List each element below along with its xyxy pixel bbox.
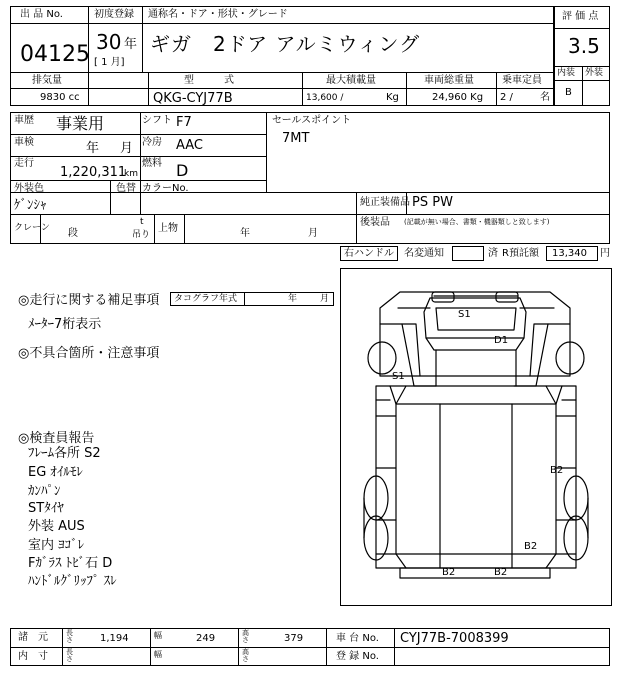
cab-outline (380, 292, 570, 376)
equipment-value: PS PW (412, 195, 453, 210)
first-reg-month: [ 1 月] (94, 57, 125, 68)
mark-b2-right-b: B2 (524, 541, 538, 552)
mileage-value: 1,220,311 (60, 165, 127, 180)
interior-dims-label: 内 寸 (18, 651, 48, 662)
aftermarket-note: (記載が無い場合、書類・機器類しと致します) (404, 218, 550, 226)
cab-roof (424, 298, 526, 338)
inspector-line: ﾌﾚｰﾑ各所 S2 (28, 446, 101, 461)
capacity-label: 乗車定員 (502, 75, 542, 86)
recycle-unit: 円 (600, 248, 610, 259)
equipment-label: 純正装備品 (360, 197, 410, 208)
fuel-value: D (176, 161, 189, 180)
mark-s1-top: S1 (458, 309, 471, 320)
max-load-unit: Kg (386, 92, 399, 103)
reg-label: 登 録 No. (336, 651, 379, 662)
gross-weight-label: 車両総重量 (424, 75, 474, 86)
crane-hoist: 吊り (132, 230, 151, 240)
color-no-label: カラーNo. (142, 183, 189, 194)
aftermarket-label: 後装品 (360, 217, 390, 228)
capacity-unit: 名 (540, 92, 550, 103)
supplement-heading: ◎走行に関する補足事項 (18, 293, 160, 308)
tacho-year: 年 (288, 294, 298, 304)
defects-heading: ◎不具合箇所・注意事項 (18, 346, 160, 361)
recycle-label: 済 (488, 248, 498, 259)
ext-color-value: ｹﾞﾝｼｬ (14, 198, 47, 213)
mark-b2-right-a: B2 (550, 465, 564, 476)
tacho-month: 月 (320, 294, 330, 304)
upper-label: 上物 (158, 223, 178, 234)
steering-value: 右ハンドル (344, 248, 394, 259)
crane-stage: 段 (68, 228, 78, 239)
grade-value: 3.5 (568, 34, 600, 58)
height-value: 379 (284, 633, 304, 644)
length-value: 1,194 (100, 633, 129, 644)
history-label: 車歴 (14, 115, 34, 126)
windshield (436, 308, 516, 330)
mark-b2-bottom-left: B2 (442, 567, 456, 578)
max-load-label: 最大積載量 (326, 75, 376, 86)
inspector-heading: ◎検査員報告 (18, 431, 95, 446)
interior-grade: B (565, 87, 572, 98)
mileage-label: 走行 (14, 158, 34, 169)
crane-ton: t (140, 217, 144, 227)
height-label: 高さ (242, 629, 249, 644)
inspection-label: 車検 (14, 137, 34, 148)
inspection-month: 月 (120, 141, 134, 156)
shift-value: F7 (176, 115, 192, 130)
notice-label: 名変通知 (404, 248, 444, 259)
chassis-value: CYJ77B-7008399 (400, 631, 509, 646)
gross-weight: 24,960 Kg (432, 92, 484, 103)
width-label: 幅 (154, 631, 162, 640)
fuel-label: 燃料 (142, 158, 162, 169)
mirror-right (496, 292, 518, 302)
exterior-label: 外装 (585, 68, 604, 78)
mark-d1: D1 (494, 335, 509, 346)
chassis-label: 車 台 No. (336, 633, 379, 644)
notice-box (452, 246, 484, 261)
height-label-2: 高さ (242, 648, 249, 663)
model-label: 型 式 (184, 75, 234, 86)
inspector-line: 室内 ﾖｺﾞﾚ (28, 538, 85, 553)
first-reg-year: 30 (96, 30, 122, 54)
inspector-line: ｶﾝﾊﾟﾝ (28, 484, 61, 499)
sales-point-value: 7MT (282, 131, 310, 146)
grade-label: 評 価 点 (562, 11, 599, 22)
length-label-2: 長さ (66, 648, 73, 663)
wheel-front-left (368, 342, 396, 374)
ac-value: AAC (176, 138, 203, 153)
truck-diagram (340, 268, 612, 606)
inspector-line: ﾊﾝﾄﾞﾙｸﾞﾘｯﾌﾟ ｽﾚ (28, 574, 117, 589)
ac-label: 冷房 (142, 137, 162, 148)
recycle-deposit: 13,340 (552, 248, 587, 259)
lot-number: 04125 (20, 42, 90, 67)
rear-bumper (400, 568, 550, 578)
dims-label: 諸 元 (18, 632, 48, 643)
upper-year: 年 (240, 228, 250, 239)
mark-b2-bottom-right: B2 (494, 567, 508, 578)
crane-label: クレーン (14, 223, 50, 233)
color-change-label: 色替 (116, 183, 136, 194)
inspector-line: EG ｵｲﾙﾓﾚ (28, 465, 83, 480)
width-value: 249 (196, 633, 216, 644)
length-label: 長さ (66, 629, 73, 644)
first-reg-label: 初度登録 (94, 9, 134, 20)
inspection-year: 年 (86, 141, 100, 156)
interior-label: 内装 (557, 68, 576, 78)
width-label-2: 幅 (154, 650, 162, 659)
upper-month: 月 (308, 228, 318, 239)
year-unit: 年 (124, 37, 138, 52)
mirror-left (432, 292, 454, 302)
cargo-body (376, 386, 576, 568)
supplement-text: ﾒｰﾀｰ7桁表示 (28, 317, 102, 332)
displacement: 9830 cc (40, 92, 80, 103)
lot-label: 出 品 No. (20, 9, 63, 20)
max-load: 13,600 / (306, 93, 344, 103)
vehicle-name-label: 通称名・ドア・形状・グレード (148, 9, 288, 20)
sales-point-label: セールスポイント (272, 115, 352, 126)
capacity: 2 / (500, 92, 513, 103)
displacement-label: 排気量 (32, 75, 62, 86)
ext-color-label: 外装色 (14, 183, 44, 194)
recycle-deposit-label: R預託額 (502, 248, 539, 259)
history-value: 事業用 (56, 114, 105, 133)
mileage-unit: km (124, 169, 138, 179)
inspector-line: Fｶﾞﾗｽ ﾄﾋﾞ石 D (28, 556, 113, 571)
shift-label: シフト (142, 115, 172, 126)
vehicle-name: ギガ 2ドア アルミウィング (150, 32, 421, 56)
inspector-line: 外装 AUS (28, 519, 85, 534)
inspector-line: STﾀｲﾔ (28, 501, 64, 516)
tacho-label: タコグラフ年式 (174, 294, 238, 304)
mark-s1-side: S1 (392, 371, 405, 382)
model-code: QKG-CYJ77B (153, 91, 233, 106)
